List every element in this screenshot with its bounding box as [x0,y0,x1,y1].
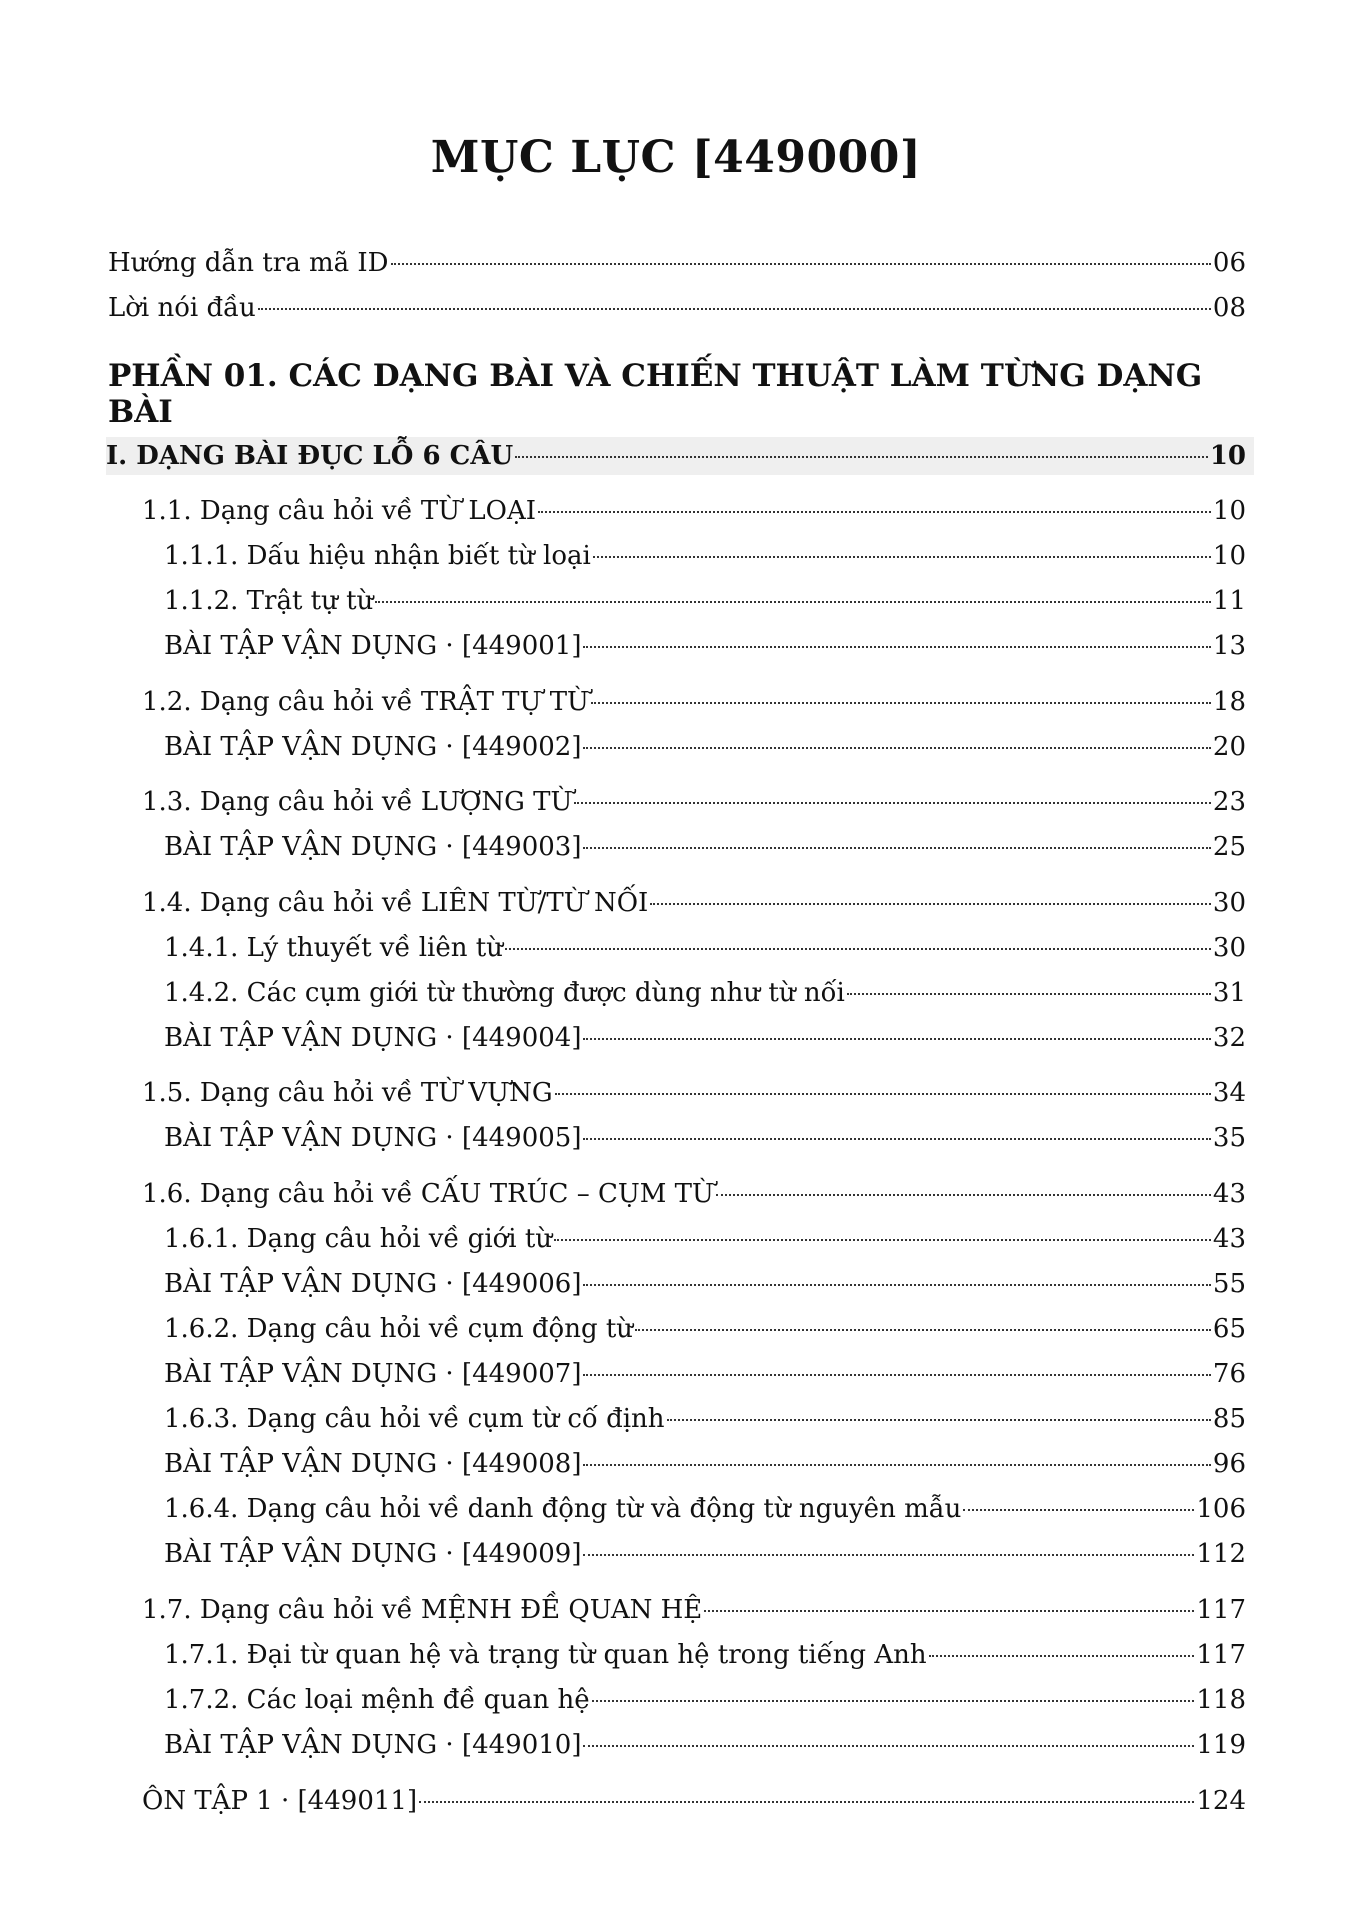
toc-section-entry[interactable] [106,437,1254,475]
toc-entry-page: 65 [1212,1314,1246,1344]
toc-entry-page: 34 [1212,1078,1246,1108]
toc-entry-label: 1.7. Dạng câu hỏi về MỆNH ĐỀ QUAN HỆ [142,1595,703,1625]
toc-entry-page: 112 [1196,1539,1246,1569]
toc-entry-label: BÀI TẬP VẬN DỤNG · [449001] [164,631,582,661]
toc-entry-label: BÀI TẬP VẬN DỤNG · [449007] [164,1359,582,1389]
toc-entry-page: 85 [1212,1404,1246,1434]
dot-leader [667,1419,1211,1421]
toc-entry-label: BÀI TẬP VẬN DỤNG · [449005] [164,1123,582,1153]
dot-leader [583,1038,1210,1040]
dot-leader [555,1093,1211,1095]
toc-entry[interactable] [142,1782,1246,1820]
toc-entry-page: 25 [1212,832,1246,862]
dot-leader [583,1284,1210,1286]
toc-entry[interactable] [164,1535,1246,1573]
toc-entry-page: 55 [1212,1269,1246,1299]
toc-entry-page: 35 [1212,1123,1246,1153]
toc-entry-page: 10 [1209,441,1246,471]
toc-entry[interactable] [142,1175,1246,1213]
dot-leader [704,1610,1194,1612]
toc-entry-page: 76 [1212,1359,1246,1389]
toc-entry[interactable] [164,1355,1246,1393]
toc-entry-label: BÀI TẬP VẬN DỤNG · [449009] [164,1539,582,1569]
dot-leader [591,702,1211,704]
toc-entry-page: 20 [1212,732,1246,762]
toc-entry[interactable] [142,1074,1246,1112]
toc-entry-label: Hướng dẫn tra mã ID [108,248,389,278]
toc-entry[interactable] [142,783,1246,821]
dot-leader [419,1801,1194,1803]
toc-entry[interactable] [164,1310,1246,1348]
toc-entry-label: 1.4.2. Các cụm giới từ thường được dùng như từ nối [164,978,845,1008]
toc-entry-label: 1.3. Dạng câu hỏi về LƯỢNG TỪ [142,787,573,817]
toc-entry[interactable] [142,1591,1246,1629]
dot-leader [963,1509,1194,1511]
toc-entry-label: 1.4.1. Lý thuyết về liên từ [164,933,503,963]
dot-leader [635,1329,1211,1331]
dot-leader [583,847,1210,849]
toc-entry[interactable] [164,828,1246,866]
toc-entry[interactable] [164,929,1246,967]
toc-entry-label: 1.1.1. Dấu hiệu nhận biết từ loại [164,541,591,571]
toc-entry-label: 1.1. Dạng câu hỏi về TỪ LOẠI [142,496,537,526]
toc-entry-page: 117 [1196,1595,1246,1625]
dot-leader [592,1700,1195,1702]
toc-entry[interactable] [108,289,1246,327]
toc-entry-page: 31 [1212,978,1246,1008]
toc-entry-label: BÀI TẬP VẬN DỤNG · [449006] [164,1269,582,1299]
toc-entry-page: 96 [1212,1449,1246,1479]
toc-entry[interactable] [164,1490,1246,1528]
part-heading: PHẦN 01. CÁC DẠNG BÀI VÀ CHIẾN THUẬT LÀM TỪNG DẠNG BÀI [108,358,1254,442]
toc-entry[interactable] [164,1445,1246,1483]
toc-entry-page: 10 [1212,541,1246,571]
toc-entry-label: BÀI TẬP VẬN DỤNG · [449010] [164,1730,582,1760]
toc-entry-page: 30 [1212,888,1246,918]
dot-leader [583,1374,1210,1376]
dot-leader [375,601,1211,603]
toc-entry-page: 43 [1212,1224,1246,1254]
toc-entry[interactable] [108,244,1246,282]
dot-leader [716,1194,1211,1196]
dot-leader [650,903,1211,905]
dot-leader [554,1239,1211,1241]
toc-entry-page: 08 [1212,293,1246,323]
toc-entry-label: BÀI TẬP VẬN DỤNG · [449008] [164,1449,582,1479]
toc-entry[interactable] [164,974,1246,1012]
dot-leader [391,263,1211,265]
toc-entry-label: BÀI TẬP VẬN DỤNG · [449004] [164,1023,582,1053]
toc-entry-label: 1.6.4. Dạng câu hỏi về danh động từ và động từ nguyên mẫu [164,1494,962,1524]
toc-entry-page: 11 [1212,586,1246,616]
dot-leader [583,1138,1210,1140]
toc-entry-page: 30 [1212,933,1246,963]
toc-entry[interactable] [142,884,1246,922]
dot-leader [583,1554,1194,1556]
toc-entry[interactable] [164,1220,1246,1258]
dot-leader [258,308,1211,310]
toc-entry-label: BÀI TẬP VẬN DỤNG · [449003] [164,832,582,862]
toc-entry-label: 1.4. Dạng câu hỏi về LIÊN TỪ/TỪ NỐI [142,888,649,918]
toc-entry-page: 10 [1212,496,1246,526]
toc-entry-label: 1.6.1. Dạng câu hỏi về giới từ [164,1224,553,1254]
toc-entry[interactable] [164,1726,1246,1764]
toc-entry-label: 1.6.3. Dạng câu hỏi về cụm từ cố định [164,1404,665,1434]
toc-entry[interactable] [164,1636,1246,1674]
dot-leader [505,948,1211,950]
dot-leader [538,511,1211,513]
toc-entry-label: I. DẠNG BÀI ĐỤC LỖ 6 CÂU [106,441,514,471]
toc-entry[interactable] [164,537,1246,575]
dot-leader [583,1745,1194,1747]
toc-entry-label: ÔN TẬP 1 · [449011] [142,1786,418,1816]
toc-entry-label: 1.6.2. Dạng câu hỏi về cụm động từ [164,1314,634,1344]
toc-entry-label: 1.7.2. Các loại mệnh đề quan hệ [164,1685,590,1715]
dot-leader [593,556,1211,558]
dot-leader [929,1655,1195,1657]
dot-leader [583,1464,1210,1466]
dot-leader [583,646,1210,648]
toc-entry-page: 117 [1196,1640,1246,1670]
toc-entry-page: 106 [1196,1494,1246,1524]
page-title: MỤC LỤC [449000] [430,132,922,183]
toc-entry[interactable] [164,1400,1246,1438]
toc-entry-page: 06 [1212,248,1246,278]
toc-entry-page: 119 [1196,1730,1246,1760]
toc-entry[interactable] [142,492,1246,530]
toc-entry-label: Lời nói đầu [108,293,256,323]
toc-entry-page: 43 [1212,1179,1246,1209]
toc-entry[interactable] [164,1119,1246,1157]
toc-entry[interactable] [164,1019,1246,1057]
dot-leader [574,802,1210,804]
toc-entry-page: 124 [1196,1786,1246,1816]
toc-entry[interactable] [164,1681,1246,1719]
toc-entry[interactable] [142,683,1246,721]
toc-entry[interactable] [164,582,1246,620]
dot-leader [515,456,1208,458]
toc-entry-label: 1.6. Dạng câu hỏi về CẤU TRÚC – CỤM TỪ [142,1179,714,1209]
dot-leader [847,993,1211,995]
dot-leader [583,747,1210,749]
toc-entry[interactable] [164,1265,1246,1303]
toc-entry-label: 1.2. Dạng câu hỏi về TRẬT TỰ TỪ [142,687,589,717]
toc-entry-label: 1.7.1. Đại từ quan hệ và trạng từ quan hệ trong tiếng Anh [164,1640,927,1670]
toc-entry[interactable] [164,627,1246,665]
toc-entry-page: 18 [1212,687,1246,717]
toc-entry-label: 1.5. Dạng câu hỏi về TỪ VỰNG [142,1078,553,1108]
toc-entry-page: 118 [1196,1685,1246,1715]
toc-entry-label: 1.1.2. Trật tự từ [164,586,374,616]
toc-entry-page: 32 [1212,1023,1246,1053]
toc-entry-page: 13 [1212,631,1246,661]
toc-entry[interactable] [164,728,1246,766]
toc-entry-page: 23 [1212,787,1246,817]
toc-entry-label: BÀI TẬP VẬN DỤNG · [449002] [164,732,582,762]
